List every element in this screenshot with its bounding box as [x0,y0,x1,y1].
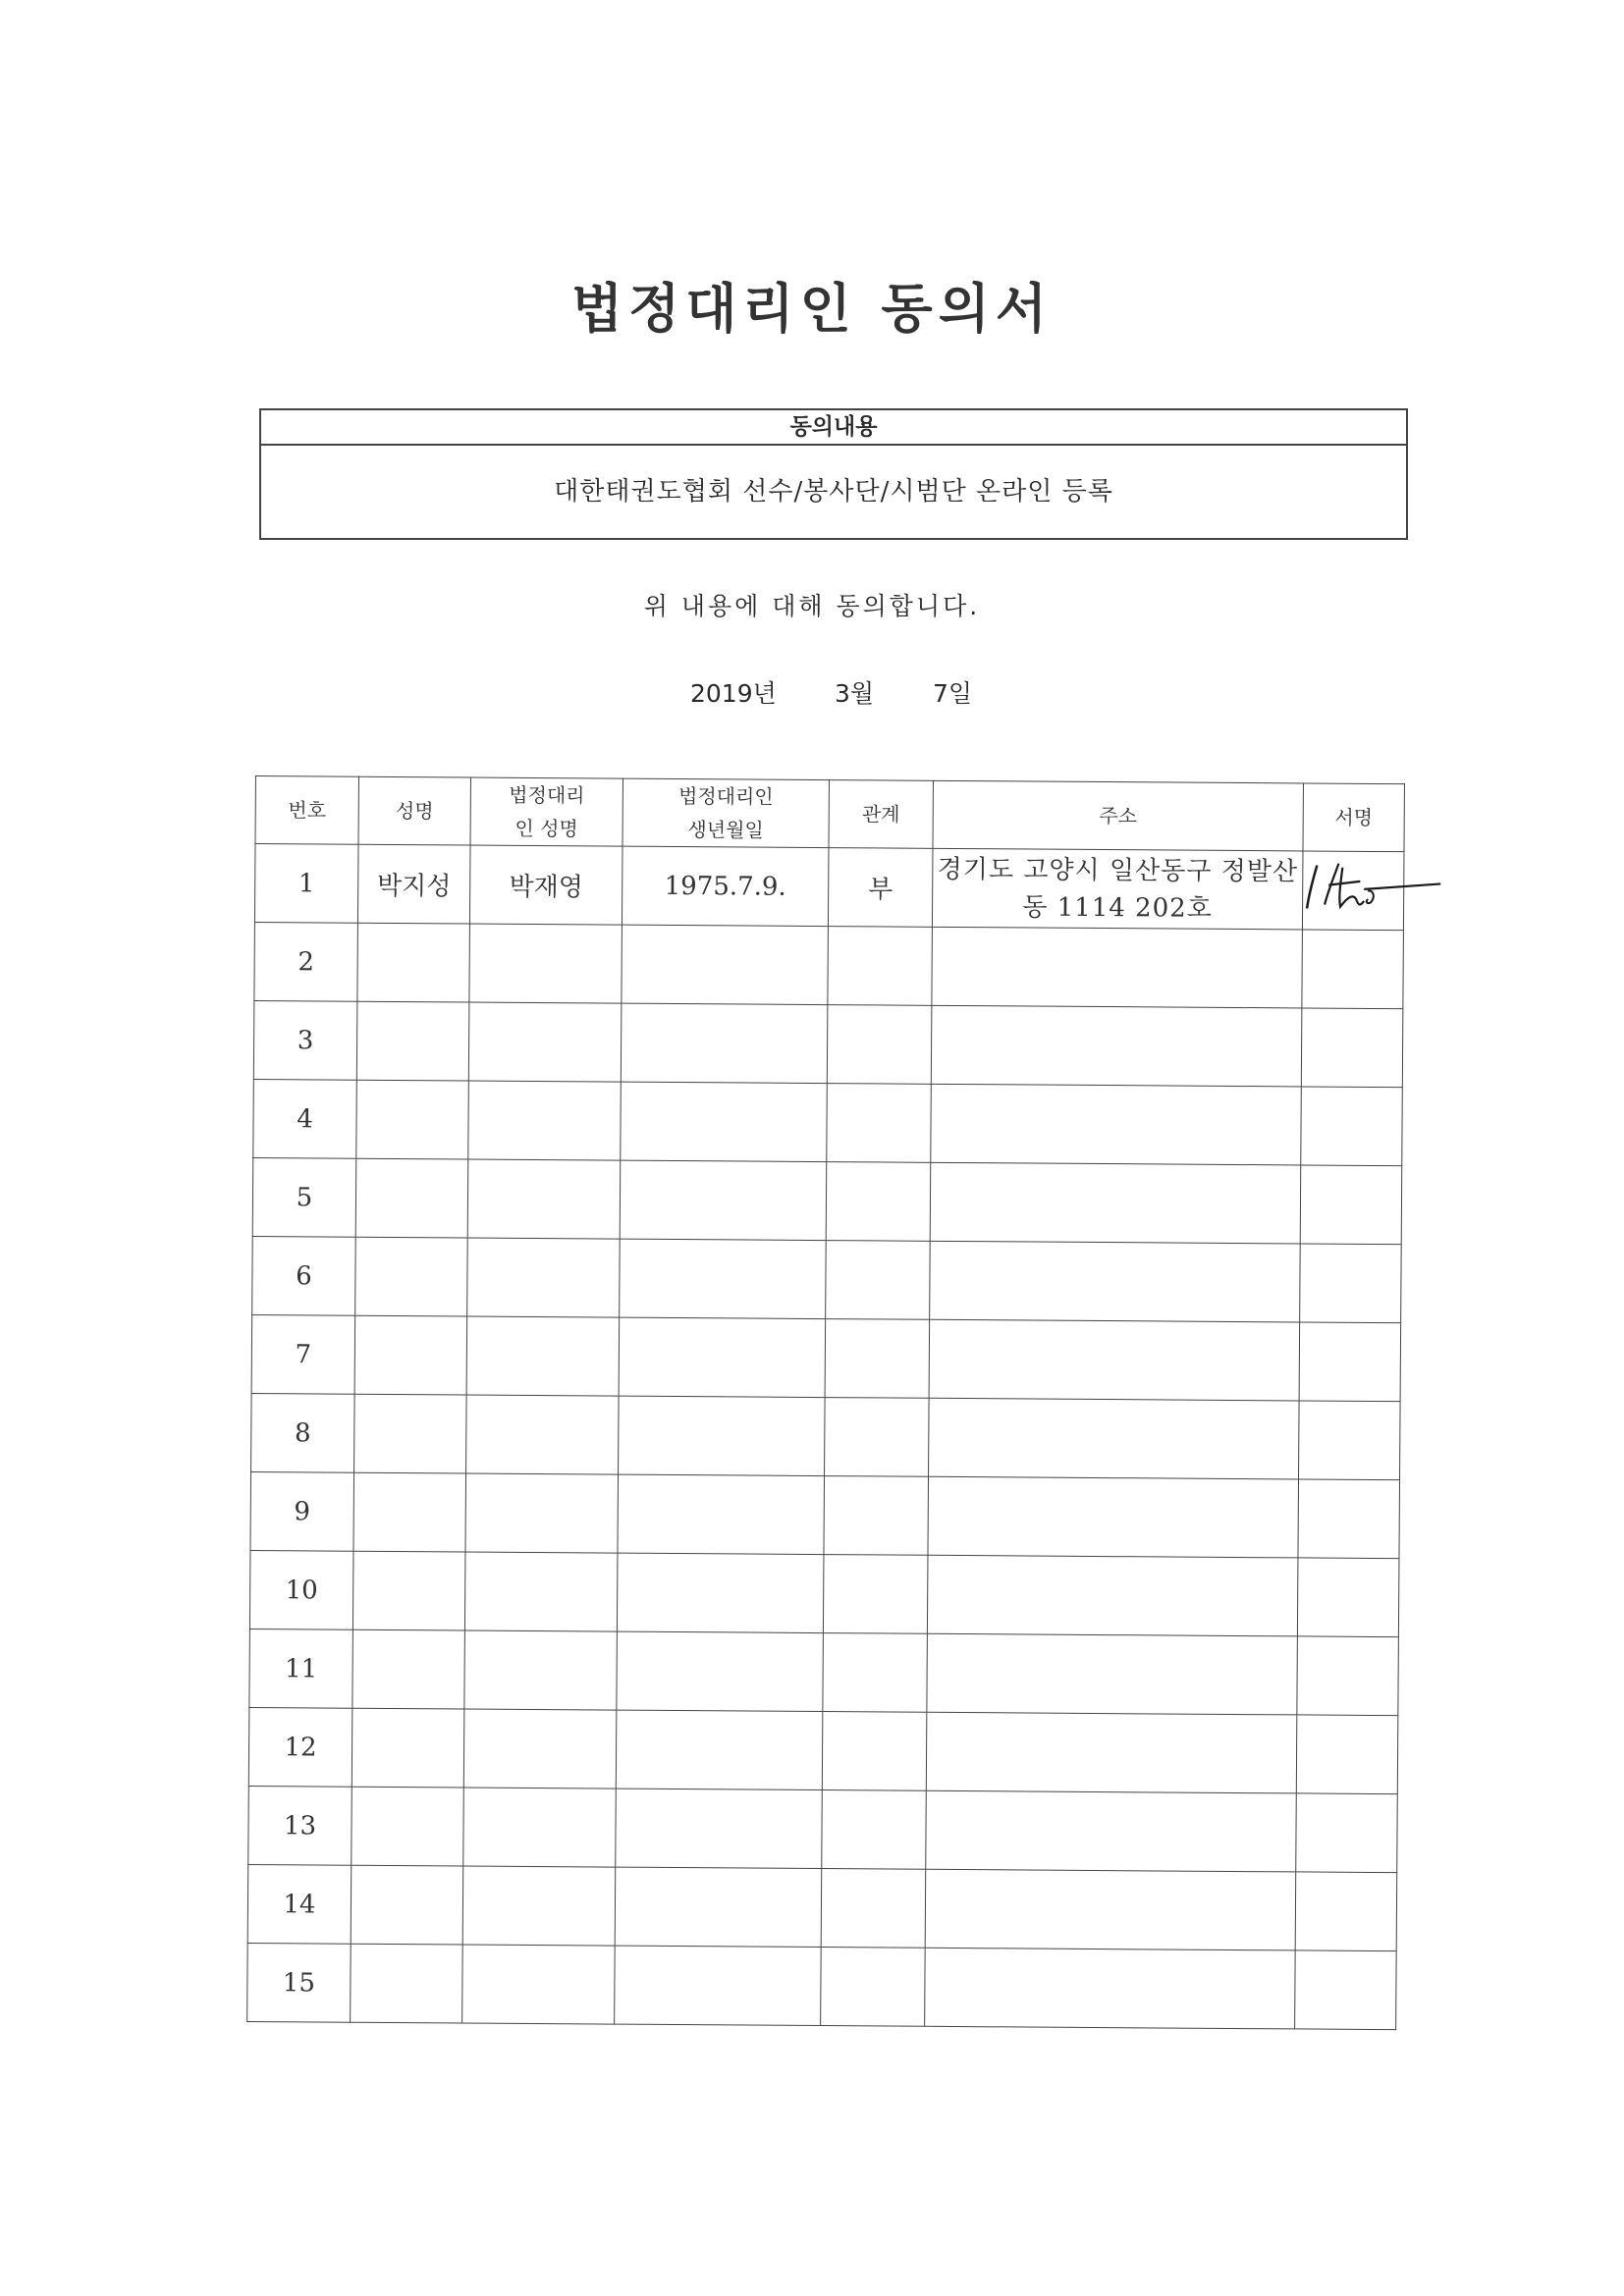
row-name [356,1080,469,1159]
row-name [355,1237,468,1316]
row-name [353,1472,466,1552]
header-relation: 관계 [829,780,933,849]
row-no: 12 [248,1707,352,1787]
document-title: 법정대리인 동의서 [570,278,1054,340]
table-row [254,844,1404,931]
row-name: 박지성 [357,844,470,924]
header-name: 성명 [358,776,470,845]
row-no: 11 [249,1629,353,1708]
row-name [357,923,470,1002]
row-no: 4 [253,1079,357,1158]
table-row [253,1000,1403,1087]
table-row [252,1236,1402,1322]
table-header-row [255,776,1404,852]
row-address [929,1398,1300,1479]
date-year: 2019년 [690,679,777,708]
row-signature [1296,1715,1398,1794]
row-address [925,1869,1296,1950]
agreement-text: 위 내용에 대해 동의합니다. [643,592,981,620]
row-no: 9 [250,1471,354,1551]
row-guardian-name [468,1002,622,1082]
row-signature [1295,1872,1397,1951]
row-guardian-name [469,924,623,1003]
row-guardian-name [462,1866,616,1946]
row-relation [826,1241,931,1320]
row-signature [1299,1322,1401,1402]
date-month: 3월 [835,679,875,708]
row-relation [823,1633,928,1713]
row-guardian-birth [619,1396,826,1475]
row-guardian-birth [619,1317,826,1397]
row-no: 13 [248,1786,352,1865]
table-row [250,1471,1400,1558]
row-name [355,1158,468,1238]
row-name [352,1629,465,1709]
header-signature: 서명 [1303,783,1404,852]
row-name [352,1708,464,1788]
row-guardian-name [468,1081,622,1160]
row-name [354,1315,467,1395]
consent-header: 동의내용 [261,410,1406,446]
row-no: 6 [252,1236,356,1315]
row-guardian-birth [615,1946,822,2025]
row-guardian-name [467,1159,621,1239]
table-row [247,1864,1397,1950]
row-no: 10 [249,1550,353,1629]
row-relation: 부 [828,848,933,928]
row-guardian-name [467,1238,621,1317]
row-name [352,1551,465,1630]
row-no: 15 [247,1943,352,2022]
row-guardian-name [464,1552,618,1631]
row-signature [1297,1558,1399,1637]
row-address [931,1005,1302,1087]
row-signature [1300,1165,1402,1245]
row-guardian-birth [620,1239,827,1318]
row-signature [1302,930,1404,1009]
row-guardian-birth: 1975.7.9. [622,846,829,926]
row-address [927,1555,1298,1636]
row-no: 3 [253,1000,357,1080]
row-guardian-name [465,1473,619,1553]
row-address [932,927,1303,1008]
row-signature [1298,1479,1400,1559]
row-guardian-birth [620,1160,827,1240]
row-address [929,1319,1300,1401]
row-guardian-name: 박재영 [469,845,623,925]
row-address [930,1162,1301,1244]
row-guardian-birth [616,1789,823,1868]
row-relation [824,1476,929,1556]
table-row [254,922,1404,1008]
row-signature [1301,1087,1403,1166]
row-address [926,1712,1297,1793]
header-address: 주소 [933,780,1303,851]
row-signature [1302,851,1404,931]
table-row [248,1786,1398,1872]
row-signature [1295,1950,1397,2030]
row-name [351,1865,463,1945]
row-no: 5 [252,1157,356,1237]
row-no: 1 [254,844,358,924]
row-relation [822,1712,927,1791]
header-guardian-name: 법정대리인 성명 [470,777,623,846]
row-guardian-birth [621,1082,828,1161]
row-signature [1297,1636,1399,1716]
row-signature [1300,1244,1402,1323]
row-guardian-birth [617,1553,824,1632]
handwritten-signature [1299,859,1446,915]
row-guardian-birth [622,925,829,1004]
row-no: 2 [254,922,358,1001]
row-relation [825,1398,930,1477]
row-signature [1296,1793,1398,1873]
guardian-table [246,775,1405,2030]
table-row [249,1629,1399,1715]
table-row [253,1079,1403,1165]
row-guardian-name [464,1630,618,1710]
row-guardian-name [462,1945,616,2024]
row-signature [1299,1401,1401,1480]
row-address [925,1948,1296,2029]
row-relation [822,1790,927,1870]
row-address: 경기도 고양시 일산동구 정발산동 1114 202호 [932,848,1303,930]
row-relation [821,1869,926,1949]
table-row [252,1157,1402,1244]
row-address [927,1633,1298,1715]
row-address [928,1476,1299,1558]
row-relation [826,1162,931,1242]
row-relation [823,1555,928,1634]
row-no: 14 [247,1864,352,1944]
row-name [351,1944,463,2023]
row-guardian-name [463,1788,617,1867]
consent-box [259,408,1408,540]
row-no: 8 [251,1393,355,1472]
row-address [931,1084,1302,1165]
row-guardian-birth [621,1003,828,1083]
date-day: 7일 [933,679,973,708]
row-guardian-name [466,1395,620,1474]
row-relation [828,927,933,1006]
consent-content: 대한태권도협회 선수/봉사단/시범단 온라인 등록 [554,477,1113,507]
row-relation [827,1005,932,1085]
header-guardian-birth: 법정대리인 생년월일 [623,778,829,847]
row-address [930,1241,1301,1322]
row-name [354,1394,467,1473]
row-name [356,1001,469,1081]
row-guardian-name [466,1316,620,1396]
row-relation [821,1948,926,2027]
row-signature [1301,1008,1403,1088]
row-guardian-birth [616,1710,823,1789]
row-name [352,1787,464,1866]
row-guardian-birth [617,1631,824,1711]
table-row [251,1314,1401,1401]
row-no: 7 [251,1314,355,1394]
table-row [249,1550,1399,1636]
header-no: 번호 [255,776,358,845]
table-row [251,1393,1401,1479]
table-row [248,1707,1398,1793]
table-row [247,1943,1397,2029]
row-relation [825,1319,930,1399]
row-guardian-birth [615,1867,822,1947]
row-guardian-birth [618,1474,825,1554]
row-guardian-name [463,1709,617,1789]
row-relation [827,1084,932,1163]
row-address [926,1790,1297,1872]
